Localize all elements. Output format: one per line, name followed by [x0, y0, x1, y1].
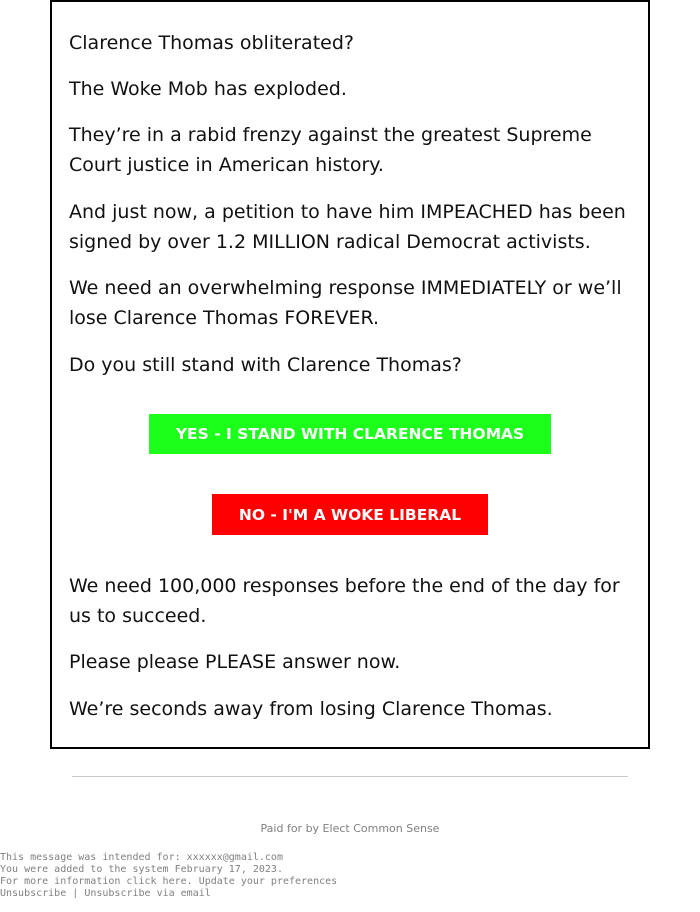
yes-stand-button[interactable]: YES - I STAND WITH CLARENCE THOMAS: [149, 414, 551, 454]
paragraph-response: We need an overwhelming response IMMEDIATELY or we’ll lose Clarence Thomas FOREVER.: [69, 277, 622, 329]
paragraph-frenzy: They’re in a rabid frenzy against the greatest Supreme Court justice in American history.: [69, 124, 592, 176]
more-info-link[interactable]: For more information click here.: [0, 876, 193, 887]
paid-for-disclaimer: Paid for by Elect Common Sense: [260, 822, 440, 835]
paragraph-need-responses: We need 100,000 responses before the end of the day for us to succeed.: [69, 575, 620, 627]
unsubscribe-link[interactable]: Unsubscribe: [0, 888, 67, 899]
paragraph-woke-mob: The Woke Mob has exploded.: [69, 78, 347, 100]
intended-for-line: This message was intended for: xxxxxx@gmail.com: [0, 852, 283, 863]
paragraph-petition: And just now, a petition to have him IMPEACHED has been signed by over 1.2 MILLION radical Democrat activists.: [69, 201, 626, 253]
email-body-box: [50, 0, 650, 749]
unsubscribe-line: [0, 888, 337, 900]
paragraph-please-answer: Please please PLEASE answer now.: [69, 651, 401, 673]
info-line: [0, 876, 337, 888]
footer-divider: [72, 776, 628, 777]
unsubscribe-separator: |: [72, 888, 79, 899]
email-footer: [0, 852, 337, 900]
update-preferences-link[interactable]: Update your preferences: [198, 876, 338, 887]
no-woke-liberal-button[interactable]: NO - I'M A WOKE LIBERAL: [212, 494, 488, 535]
paragraph-question: Do you still stand with Clarence Thomas?: [69, 354, 462, 376]
added-on-line: You were added to the system February 17, 2023.: [0, 864, 283, 875]
paragraph-headline: Clarence Thomas obliterated?: [69, 32, 354, 54]
unsubscribe-email-link[interactable]: Unsubscribe via email: [84, 888, 211, 899]
paragraph-seconds-away: We’re seconds away from losing Clarence Thomas.: [69, 698, 553, 720]
